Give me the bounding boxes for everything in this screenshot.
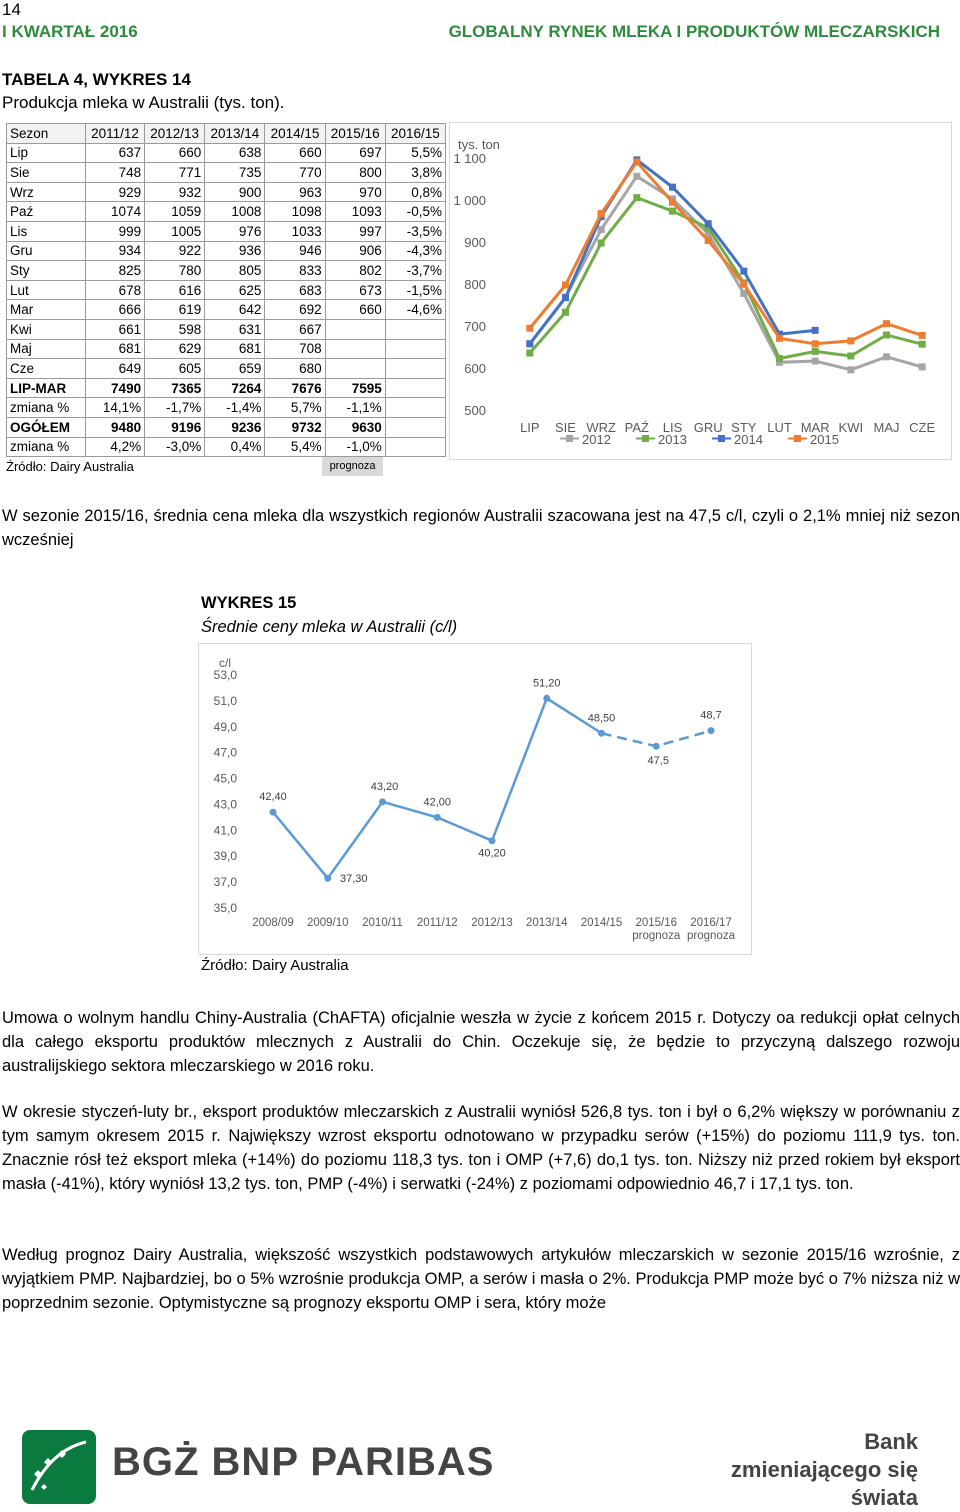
data-point — [812, 340, 819, 347]
y-tick-label: 39,0 — [213, 849, 237, 864]
table-cell — [385, 437, 445, 457]
production-chart-svg — [450, 123, 951, 459]
table-cell: 7365 — [145, 378, 205, 398]
y-axis-label: c/l — [219, 656, 231, 670]
table-cell: -1,0% — [325, 437, 385, 457]
data-point — [883, 353, 890, 360]
table-cell — [325, 319, 385, 339]
table-cell: 932 — [145, 182, 205, 202]
price-line — [273, 698, 602, 878]
table-cell: 1033 — [265, 221, 325, 241]
data-point — [776, 335, 783, 342]
y-tick-label: 43,0 — [213, 797, 237, 812]
data-point — [633, 194, 640, 201]
table-cell: 697 — [325, 143, 385, 163]
data-point — [489, 837, 496, 844]
data-point — [883, 320, 890, 327]
legend-label: 2013 — [658, 432, 687, 447]
slogan-line: świata — [850, 1485, 918, 1510]
table-cell: 598 — [145, 319, 205, 339]
x-tick-label: 2008/09 — [252, 917, 294, 929]
table-row — [7, 261, 446, 281]
data-label: 51,20 — [532, 677, 561, 690]
data-point — [776, 355, 783, 362]
x-tick-sublabel: prognoza — [687, 930, 735, 942]
slogan-line: zmieniającego się — [730, 1457, 918, 1482]
data-point — [598, 240, 605, 247]
table-cell: 5,7% — [265, 398, 325, 418]
page-number: 14 — [2, 0, 21, 19]
y-tick-label: 51,0 — [213, 693, 237, 708]
y-tick-label: 700 — [464, 319, 486, 334]
data-point — [270, 809, 277, 816]
x-tick-label: KWI — [838, 420, 864, 435]
table-cell: 934 — [86, 241, 145, 261]
table-cell: 2015/16 — [325, 124, 385, 144]
data-point — [526, 340, 533, 347]
prognoza-label: prognoza — [322, 457, 383, 476]
table-cell: 2013/14 — [205, 124, 265, 144]
data-point — [669, 184, 676, 191]
data-point — [562, 309, 569, 316]
table-cell: 999 — [86, 221, 145, 241]
x-tick-label: 2013/14 — [525, 917, 568, 929]
data-label: 42,00 — [423, 796, 452, 809]
data-point — [379, 798, 386, 805]
x-tick-label: GRU — [693, 420, 723, 435]
x-tick-label: WRZ — [586, 420, 616, 435]
slogan-line: Bank — [864, 1429, 918, 1454]
data-point — [705, 237, 712, 244]
table-cell: 673 — [325, 280, 385, 300]
legend-label: 2015 — [810, 432, 839, 447]
table-cell — [325, 339, 385, 359]
x-tick-label: CZE — [909, 420, 936, 435]
data-point — [847, 337, 854, 344]
table-row — [7, 221, 446, 241]
table-cell: 678 — [86, 280, 145, 300]
paragraph-forecast: Według prognoz Dairy Australia, większość wszystkich podstawowych artykułów mleczarskich w sezonie 2015/16 wzrośnie, z wyjątkiem PMP. Najbardziej, bo o 5% wzrośnie produkcja OMP, a serów i masła o 2%. Produkcja PMP może być o 7% niższa niż w poprzednim sezonie. Optymistyczne są prognozy eksportu OMP i sera, który może — [2, 1246, 960, 1312]
data-point — [653, 743, 660, 750]
data-point — [434, 814, 441, 821]
chart15-subtitle: Średnie ceny mleka w Australii (c/l) — [201, 618, 458, 636]
header-quarter: I KWARTAŁ 2016 — [2, 22, 138, 41]
table-cell: 7676 — [265, 378, 325, 398]
x-tick-label: 2014/15 — [580, 917, 623, 929]
table-cell: 7264 — [205, 378, 265, 398]
table-row — [7, 300, 446, 320]
table-row-label: Lut — [7, 280, 86, 300]
x-tick-label: 2010/11 — [362, 917, 403, 929]
table-cell: 638 — [205, 143, 265, 163]
data-label: 42,40 — [259, 791, 287, 804]
data-point — [812, 348, 819, 355]
table-cell — [385, 359, 445, 379]
table-cell: 2016/15 — [385, 124, 445, 144]
table-cell: 997 — [325, 221, 385, 241]
x-tick-label: 2011/12 — [416, 917, 458, 929]
table-cell: 9236 — [205, 417, 265, 437]
table-cell: 906 — [325, 241, 385, 261]
data-point — [526, 350, 533, 357]
table-cell: 976 — [205, 221, 265, 241]
table-cell: 708 — [265, 339, 325, 359]
table-row-label: Sezon — [7, 124, 86, 144]
table-cell: 900 — [205, 182, 265, 202]
data-point — [812, 358, 819, 365]
y-tick-label: 41,0 — [213, 823, 237, 838]
header-title: GLOBALNY RYNEK MLEKA I PRODUKTÓW MLECZARSKICH — [448, 22, 940, 41]
table-cell: 661 — [86, 319, 145, 339]
table-cell: 660 — [325, 300, 385, 320]
table-cell: 5,5% — [385, 143, 445, 163]
table-header-row — [7, 124, 446, 144]
table-cell: 805 — [205, 261, 265, 281]
y-tick-label: 49,0 — [213, 719, 237, 734]
table-cell: 659 — [205, 359, 265, 379]
y-tick-label: 900 — [464, 235, 486, 250]
table-cell: 667 — [265, 319, 325, 339]
table-cell: 681 — [86, 339, 145, 359]
table-cell: 642 — [205, 300, 265, 320]
y-tick-label: 37,0 — [213, 875, 237, 890]
y-tick-label: 800 — [464, 277, 486, 292]
table-row-label: zmiana % — [7, 437, 86, 457]
table-cell: 0,8% — [385, 182, 445, 202]
table-cell: 735 — [205, 163, 265, 183]
table-row — [7, 163, 446, 183]
data-point — [633, 158, 640, 165]
y-tick-label: 47,0 — [213, 745, 237, 760]
data-point — [543, 695, 550, 702]
table-cell: 2014/15 — [265, 124, 325, 144]
table-row — [7, 280, 446, 300]
data-point — [598, 210, 605, 217]
table-cell: 631 — [205, 319, 265, 339]
table-cell: 9196 — [145, 417, 205, 437]
data-label: 43,20 — [370, 780, 399, 793]
table-cell: 833 — [265, 261, 325, 281]
data-point — [883, 331, 890, 338]
table-row — [7, 319, 446, 339]
table-cell: 825 — [86, 261, 145, 281]
legend-label: 2012 — [582, 432, 611, 447]
table-cell: 936 — [205, 241, 265, 261]
table-cell: -4,3% — [385, 241, 445, 261]
y-tick-label: 53,0 — [213, 668, 237, 682]
y-tick-label: 600 — [464, 361, 486, 376]
data-label: 48,7 — [700, 709, 722, 722]
table-row-label: Cze — [7, 359, 86, 379]
table-cell: 680 — [265, 359, 325, 379]
y-tick-label: 1 100 — [453, 151, 486, 166]
price-chart-svg — [199, 644, 751, 954]
chart15-title: WYKRES 15 — [201, 594, 297, 612]
data-point — [669, 199, 676, 206]
table-cell: 970 — [325, 182, 385, 202]
data-label: 40,20 — [478, 847, 506, 860]
x-tick-label: LIP — [520, 420, 540, 435]
table-cell: -1,7% — [145, 398, 205, 418]
table-row — [7, 339, 446, 359]
table-row-label: Paź — [7, 202, 86, 222]
table-cell: 1074 — [86, 202, 145, 222]
x-tick-label: 2009/10 — [306, 917, 349, 929]
x-tick-label: PAŹ — [624, 420, 649, 435]
table-summary-row — [7, 398, 446, 418]
table-cell: 666 — [86, 300, 145, 320]
data-point — [633, 173, 640, 180]
table-cell: 922 — [145, 241, 205, 261]
legend-label: 2014 — [734, 432, 763, 447]
table-cell: 5,4% — [265, 437, 325, 457]
paragraph-exports: W okresie styczeń-luty br., eksport produktów mleczarskich z Australii wyniósł 526,8 tys. ton i był o 6,2% większy w porównaniu z tym samym okresem 2015 r. Największy wzrost eksportu odnotowano w przypadku serów (+15%) do poziomu 111,9 tys. ton. Znacznie rósł też eksport mleka (+14%) do poziomu 118,3 tys. ton i OMP (+7,6) do,1 tys. ton. Niższy niż przed rokiem był eksport masła (-41%), który wyniósł 13,2 tys. ton, PMP (-4%) i serwatki (-24%) z poziomami odpowiednio 46,7 i 17,1 tys. ton. — [2, 1103, 960, 1193]
data-point — [847, 352, 854, 359]
table-cell — [325, 359, 385, 379]
y-tick-label: 1 000 — [453, 193, 486, 208]
data-point — [919, 341, 926, 348]
data-point — [598, 730, 605, 737]
table-row — [7, 241, 446, 261]
table-cell: 802 — [325, 261, 385, 281]
table-cell — [385, 398, 445, 418]
table-cell: 629 — [145, 339, 205, 359]
bank-name: BGŻ BNP PARIBAS — [112, 1440, 495, 1484]
data-point — [526, 325, 533, 332]
table-cell: 9480 — [86, 417, 145, 437]
data-point — [740, 281, 747, 288]
table-cell — [385, 339, 445, 359]
table-cell: 946 — [265, 241, 325, 261]
table-cell: 771 — [145, 163, 205, 183]
table-cell: 681 — [205, 339, 265, 359]
data-point — [919, 332, 926, 339]
data-point — [598, 226, 605, 233]
table-cell: 2011/12 — [86, 124, 145, 144]
table-cell: 625 — [205, 280, 265, 300]
data-point — [562, 294, 569, 301]
table-cell: 2012/13 — [145, 124, 205, 144]
data-point — [812, 327, 819, 334]
table-cell: -4,6% — [385, 300, 445, 320]
y-tick-label: 35,0 — [213, 901, 237, 915]
y-axis-label: tys. ton — [458, 137, 500, 152]
table-cell: -1,5% — [385, 280, 445, 300]
table-row — [7, 182, 446, 202]
table-cell: 1093 — [325, 202, 385, 222]
table-cell: 9630 — [325, 417, 385, 437]
table-cell: 619 — [145, 300, 205, 320]
table-row-label: Mar — [7, 300, 86, 320]
milk-production-table — [6, 123, 446, 457]
table-cell — [385, 417, 445, 437]
table-cell: 1059 — [145, 202, 205, 222]
data-point — [847, 366, 854, 373]
data-label: 47,5 — [647, 755, 669, 768]
chart15-source: Źródło: Dairy Australia — [201, 957, 349, 974]
x-tick-label: STY — [731, 420, 757, 435]
table-cell: 929 — [86, 182, 145, 202]
table-row-label: Lis — [7, 221, 86, 241]
table-cell: 4,2% — [86, 437, 145, 457]
paragraph-chafta: Umowa o wolnym handlu Chiny-Australia (ChAFTA) oficjalnie weszła w życie z końcem 2015 r. Dotyczy oa redukcji opłat celnych dla całego eksportu produktów mlecznych z Australii do Chin. Oczekuje się, że będzie to przyczyną dalszego rozwoju australijskiego sektora mleczarskiego w 2016 roku. — [2, 1009, 960, 1075]
table-cell: 7595 — [325, 378, 385, 398]
data-label: 37,30 — [339, 873, 368, 886]
data-point — [740, 268, 747, 275]
table-cell: 649 — [86, 359, 145, 379]
table-row-label: Maj — [7, 339, 86, 359]
table-row — [7, 202, 446, 222]
price-chart — [198, 643, 752, 955]
table-summary-row — [7, 378, 446, 398]
x-tick-label: SIE — [555, 420, 576, 435]
table-cell: -3,5% — [385, 221, 445, 241]
table-cell: 692 — [265, 300, 325, 320]
bank-logo-icon — [22, 1430, 96, 1504]
table4-title: TABELA 4, WYKRES 14 — [2, 70, 191, 89]
table-row-label: zmiana % — [7, 398, 86, 418]
table-summary-row — [7, 437, 446, 457]
table-cell: 14,1% — [86, 398, 145, 418]
series-line — [530, 176, 922, 370]
table-cell: -3,0% — [145, 437, 205, 457]
data-point — [708, 727, 715, 734]
table4-source: Źródło: Dairy Australia — [6, 459, 134, 474]
table-row-label: Gru — [7, 241, 86, 261]
paragraph-price: W sezonie 2015/16, średnia cena mleka dla wszystkich regionów Australii szacowana jest na 47,5 c/l, czyli o 2,1% mniej niż sezon wcześniej — [2, 507, 960, 549]
table-cell: 605 — [145, 359, 205, 379]
data-label: 48,50 — [587, 712, 616, 725]
table-row-label: Kwi — [7, 319, 86, 339]
table4-subtitle: Produkcja mleka w Australii (tys. ton). — [2, 93, 285, 112]
table-cell: 963 — [265, 182, 325, 202]
table-row-label: Lip — [7, 143, 86, 163]
data-point — [669, 208, 676, 215]
table-cell: 7490 — [86, 378, 145, 398]
table-row-label: OGÓŁEM — [7, 417, 86, 437]
table-cell: -1,4% — [205, 398, 265, 418]
table-cell: 683 — [265, 280, 325, 300]
x-tick-label: MAR — [800, 420, 830, 435]
table-row-label: Wrz — [7, 182, 86, 202]
x-tick-label: LUT — [767, 420, 792, 435]
table-cell: 1098 — [265, 202, 325, 222]
table-cell: -0,5% — [385, 202, 445, 222]
table-cell: 3,8% — [385, 163, 445, 183]
table-cell: 748 — [86, 163, 145, 183]
table-cell — [385, 319, 445, 339]
table-row-label: LIP-MAR — [7, 378, 86, 398]
x-tick-sublabel: prognoza — [632, 930, 681, 942]
data-point — [562, 282, 569, 289]
table-cell: 9732 — [265, 417, 325, 437]
data-point — [919, 363, 926, 370]
table-cell: 780 — [145, 261, 205, 281]
x-tick-label: 2015/16 — [635, 917, 678, 929]
production-chart — [449, 122, 952, 460]
table-row-label: Sie — [7, 163, 86, 183]
table-cell: 616 — [145, 280, 205, 300]
x-tick-label: MAJ — [873, 420, 900, 435]
table-cell: 637 — [86, 143, 145, 163]
table-cell: 660 — [145, 143, 205, 163]
table-row — [7, 143, 446, 163]
data-point — [324, 875, 331, 882]
table-row — [7, 359, 446, 379]
table-cell: 1005 — [145, 221, 205, 241]
table-cell — [385, 378, 445, 398]
x-tick-label: 2012/13 — [471, 917, 513, 929]
x-tick-label: LIS — [662, 420, 683, 435]
table-row-label: Sty — [7, 261, 86, 281]
table-cell: 770 — [265, 163, 325, 183]
data-point — [705, 220, 712, 227]
table-cell: 0,4% — [205, 437, 265, 457]
table-cell: 660 — [265, 143, 325, 163]
x-tick-label: 2016/17 — [690, 917, 732, 929]
y-tick-label: 45,0 — [213, 771, 237, 786]
y-tick-label: 500 — [464, 403, 486, 418]
table-cell: 1008 — [205, 202, 265, 222]
table-summary-row — [7, 417, 446, 437]
table-cell: 800 — [325, 163, 385, 183]
table-cell: -1,1% — [325, 398, 385, 418]
bank-slogan — [658, 1428, 918, 1512]
table-cell: -3,7% — [385, 261, 445, 281]
